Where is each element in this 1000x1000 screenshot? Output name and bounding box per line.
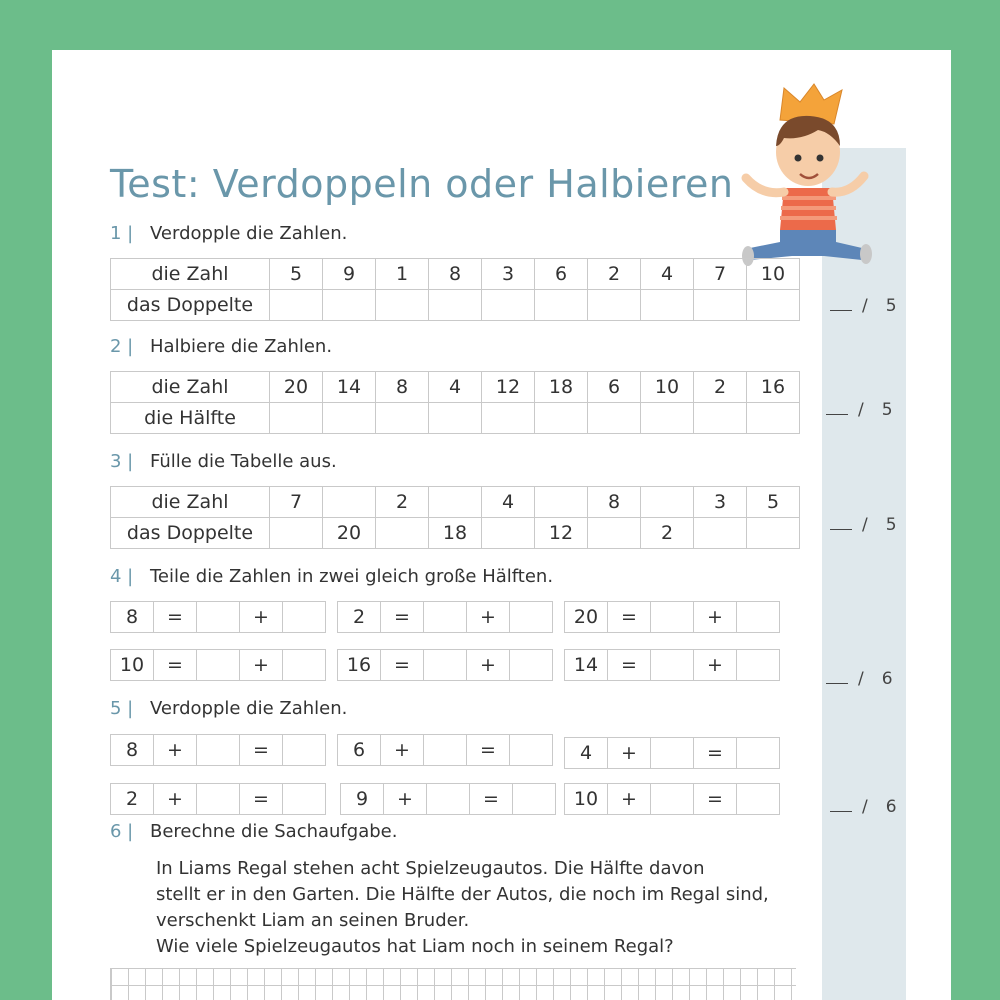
table-cell: 6: [588, 372, 641, 403]
row-label: das Doppelte: [111, 518, 270, 549]
number-cell: 10: [564, 783, 608, 815]
story-line: verschenkt Liam an seinen Bruder.: [156, 910, 470, 931]
number-cell: 14: [564, 649, 608, 681]
answer-cell[interactable]: [376, 518, 429, 549]
answer-cell[interactable]: [282, 649, 326, 681]
table-cell: 2: [641, 518, 694, 549]
score-blank[interactable]: [826, 414, 848, 415]
answer-cell[interactable]: [376, 403, 429, 434]
table-cell: 7: [694, 259, 747, 290]
table-cell: 12: [535, 518, 588, 549]
operator-cell: =: [239, 783, 283, 815]
score-separator: /: [858, 400, 864, 420]
table-cell: 9: [323, 259, 376, 290]
answer-cell[interactable]: [196, 649, 240, 681]
table-cell: 16: [747, 372, 800, 403]
number-cell: 8: [110, 601, 154, 633]
operator-cell: =: [380, 649, 424, 681]
operator-cell: +: [466, 649, 510, 681]
table-cell: 4: [482, 487, 535, 518]
answer-cell[interactable]: [196, 734, 240, 766]
answer-cell[interactable]: [376, 290, 429, 321]
operator-cell: +: [380, 734, 424, 766]
score-max: 6: [885, 797, 897, 817]
table-cell: 7: [270, 487, 323, 518]
score-separator: /: [858, 669, 864, 689]
table-cell: 4: [641, 259, 694, 290]
operator-cell: =: [239, 734, 283, 766]
answer-cell[interactable]: [736, 737, 780, 769]
score-separator: /: [862, 515, 868, 535]
table-task-3: [110, 486, 800, 549]
operator-cell: =: [469, 783, 513, 815]
table-cell: 5: [270, 259, 323, 290]
score-max: 5: [881, 400, 893, 420]
score-task-4: [826, 669, 893, 689]
score-separator: /: [862, 296, 868, 316]
table-cell: 8: [376, 372, 429, 403]
task-4-heading: [110, 566, 553, 587]
answer-cell[interactable]: [429, 290, 482, 321]
table-cell: 1: [376, 259, 429, 290]
score-max: 5: [885, 296, 897, 316]
score-max: 5: [885, 515, 897, 535]
answer-cell[interactable]: [747, 518, 800, 549]
story-line: In Liams Regal stehen acht Spielzeugautos. Die Hälfte davon: [156, 858, 705, 879]
answer-cell[interactable]: [429, 487, 482, 518]
task-number: 6 |: [110, 821, 134, 842]
score-blank[interactable]: [830, 529, 852, 530]
answer-cell[interactable]: [512, 783, 556, 815]
answer-cell[interactable]: [482, 403, 535, 434]
operator-cell: =: [153, 601, 197, 633]
operator-cell: +: [607, 737, 651, 769]
answer-cell[interactable]: [641, 487, 694, 518]
halving-equation: [110, 601, 326, 633]
table-cell: 14: [323, 372, 376, 403]
answer-cell[interactable]: [323, 487, 376, 518]
answer-cell[interactable]: [423, 649, 467, 681]
score-task-3: [830, 515, 897, 535]
task-number: 4 |: [110, 566, 134, 587]
answer-cell[interactable]: [270, 518, 323, 549]
answer-cell[interactable]: [429, 403, 482, 434]
answer-cell[interactable]: [641, 290, 694, 321]
operator-cell: =: [153, 649, 197, 681]
worksheet: [52, 50, 951, 1000]
operator-cell: +: [693, 601, 737, 633]
answer-cell[interactable]: [588, 518, 641, 549]
doubling-equation: [110, 783, 326, 815]
answer-cell[interactable]: [282, 601, 326, 633]
answer-cell[interactable]: [426, 783, 470, 815]
answer-cell[interactable]: [694, 290, 747, 321]
task-number: 2 |: [110, 336, 134, 357]
task-instruction: Teile die Zahlen in zwei gleich große Hälften.: [150, 566, 554, 587]
task-number: 5 |: [110, 698, 134, 719]
row-label: die Hälfte: [111, 403, 270, 434]
task-2-heading: [110, 336, 332, 357]
task-number: 3 |: [110, 451, 134, 472]
score-task-1: [830, 296, 897, 316]
operator-cell: =: [380, 601, 424, 633]
table-cell: 12: [482, 372, 535, 403]
table-cell: 5: [747, 487, 800, 518]
word-problem-text: [156, 856, 769, 960]
table-row: [111, 372, 800, 403]
table-cell: 18: [429, 518, 482, 549]
answer-cell[interactable]: [747, 403, 800, 434]
table-cell: 2: [694, 372, 747, 403]
answer-cell[interactable]: [282, 734, 326, 766]
operator-cell: +: [693, 649, 737, 681]
story-line: stellt er in den Garten. Die Hälfte der Autos, die noch im Regal sind,: [156, 884, 769, 905]
row-label: die Zahl: [111, 259, 270, 290]
task-number: 1 |: [110, 223, 134, 244]
row-label: das Doppelte: [111, 290, 270, 321]
answer-cell[interactable]: [323, 290, 376, 321]
answer-cell[interactable]: [588, 290, 641, 321]
table-row: [111, 518, 800, 549]
answer-cell[interactable]: [282, 783, 326, 815]
answer-cell[interactable]: [423, 601, 467, 633]
doubling-equation: [564, 783, 780, 815]
operator-cell: =: [607, 649, 651, 681]
operator-cell: +: [153, 783, 197, 815]
answer-cell[interactable]: [650, 649, 694, 681]
table-cell: 2: [588, 259, 641, 290]
task-instruction: Berechne die Sachaufgabe.: [150, 821, 398, 842]
task-1-heading: [110, 223, 347, 244]
score-blank[interactable]: [826, 683, 848, 684]
answer-cell[interactable]: [323, 403, 376, 434]
answer-cell[interactable]: [736, 601, 780, 633]
answer-cell[interactable]: [736, 649, 780, 681]
operator-cell: =: [466, 734, 510, 766]
operator-cell: +: [239, 649, 283, 681]
operator-cell: =: [693, 737, 737, 769]
operator-cell: +: [239, 601, 283, 633]
number-cell: 2: [110, 783, 154, 815]
doubling-equation: [340, 783, 556, 815]
number-cell: 16: [337, 649, 381, 681]
table-cell: 8: [429, 259, 482, 290]
answer-cell[interactable]: [650, 737, 694, 769]
number-cell: 20: [564, 601, 608, 633]
answer-cell[interactable]: [270, 290, 323, 321]
table-row: [111, 403, 800, 434]
table-row: [111, 290, 800, 321]
story-line: Wie viele Spielzeugautos hat Liam noch in seinem Regal?: [156, 936, 674, 957]
table-cell: 10: [641, 372, 694, 403]
answer-cell[interactable]: [694, 403, 747, 434]
table-cell: 18: [535, 372, 588, 403]
task-6-heading: [110, 821, 397, 842]
score-task-2: [826, 400, 893, 420]
answer-cell[interactable]: [694, 518, 747, 549]
answer-cell[interactable]: [196, 601, 240, 633]
answer-cell[interactable]: [196, 783, 240, 815]
score-blank[interactable]: [830, 811, 852, 812]
number-cell: 4: [564, 737, 608, 769]
table-task-2: [110, 371, 800, 434]
halving-equation: [337, 601, 553, 633]
number-cell: 8: [110, 734, 154, 766]
task-instruction: Verdopple die Zahlen.: [150, 223, 348, 244]
doubling-equation: [110, 734, 326, 766]
answer-cell[interactable]: [509, 649, 553, 681]
task-instruction: Verdopple die Zahlen.: [150, 698, 348, 719]
doubling-equation: [564, 737, 780, 769]
score-blank[interactable]: [830, 310, 852, 311]
operator-cell: =: [607, 601, 651, 633]
answer-cell[interactable]: [423, 734, 467, 766]
table-cell: 2: [376, 487, 429, 518]
page-title: Test: Verdoppeln oder Halbieren: [110, 162, 734, 206]
answer-cell[interactable]: [509, 601, 553, 633]
answer-cell[interactable]: [535, 487, 588, 518]
answer-cell[interactable]: [482, 518, 535, 549]
calculation-grid[interactable]: [110, 968, 796, 1000]
table-cell: 6: [535, 259, 588, 290]
table-cell: 10: [747, 259, 800, 290]
halving-equation: [110, 649, 326, 681]
table-row: [111, 259, 800, 290]
answer-cell[interactable]: [588, 403, 641, 434]
table-cell: 3: [482, 259, 535, 290]
operator-cell: +: [383, 783, 427, 815]
answer-cell[interactable]: [482, 290, 535, 321]
answer-cell[interactable]: [535, 290, 588, 321]
halving-equation: [337, 649, 553, 681]
halving-equation: [564, 649, 780, 681]
table-row: [111, 487, 800, 518]
number-cell: 2: [337, 601, 381, 633]
table-cell: 20: [323, 518, 376, 549]
table-cell: 8: [588, 487, 641, 518]
table-cell: 20: [270, 372, 323, 403]
score-task-5: [830, 797, 897, 817]
operator-cell: +: [153, 734, 197, 766]
row-label: die Zahl: [111, 372, 270, 403]
answer-cell[interactable]: [509, 734, 553, 766]
doubling-equation: [337, 734, 553, 766]
answer-cell[interactable]: [650, 601, 694, 633]
operator-cell: +: [466, 601, 510, 633]
operator-cell: =: [693, 783, 737, 815]
task-5-heading: [110, 698, 347, 719]
answer-cell[interactable]: [641, 403, 694, 434]
answer-cell[interactable]: [747, 290, 800, 321]
row-label: die Zahl: [111, 487, 270, 518]
task-instruction: Fülle die Tabelle aus.: [150, 451, 337, 472]
score-separator: /: [862, 797, 868, 817]
number-cell: 9: [340, 783, 384, 815]
task-instruction: Halbiere die Zahlen.: [150, 336, 333, 357]
table-task-1: [110, 258, 800, 321]
halving-equation: [564, 601, 780, 633]
table-cell: 4: [429, 372, 482, 403]
table-cell: 3: [694, 487, 747, 518]
operator-cell: +: [607, 783, 651, 815]
answer-cell[interactable]: [270, 403, 323, 434]
number-cell: 10: [110, 649, 154, 681]
score-max: 6: [881, 669, 893, 689]
number-cell: 6: [337, 734, 381, 766]
answer-cell[interactable]: [650, 783, 694, 815]
answer-cell[interactable]: [736, 783, 780, 815]
task-3-heading: [110, 451, 337, 472]
answer-cell[interactable]: [535, 403, 588, 434]
